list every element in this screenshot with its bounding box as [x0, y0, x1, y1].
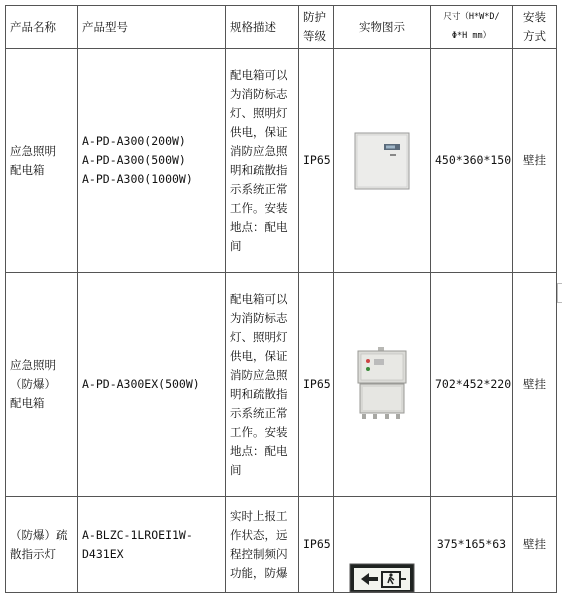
product-name-line: 配电箱 [10, 396, 45, 410]
desc-line: 工作。安装 [230, 424, 288, 439]
product-name-line: 散指示灯 [10, 546, 56, 561]
product-photo-cell [334, 49, 431, 273]
header-size [431, 6, 513, 49]
header-install [513, 6, 557, 49]
product-name-cell [6, 273, 78, 497]
desc-line: 示系统正常 [230, 181, 288, 196]
header-protection [299, 6, 334, 49]
install-cell: 壁挂 [513, 49, 557, 273]
size-cell: 702*452*220 [431, 273, 513, 497]
desc-line: 消防应急照 [230, 143, 288, 158]
desc-line: 明和疏散指 [230, 162, 288, 177]
page-edge-marker [557, 283, 562, 303]
header-photo: 实物图示 [334, 6, 431, 49]
model-line: A-BLZC-1LROEI1W-D431EX [82, 527, 193, 561]
desc-line: 供电，保证 [230, 124, 288, 139]
header-name: 产品名称 [6, 6, 78, 49]
table-row [6, 273, 557, 497]
spec-description-cell [226, 497, 299, 593]
product-photo-cell [334, 497, 431, 593]
table-row [6, 49, 557, 273]
protection-cell: IP65 [299, 273, 334, 497]
product-name-line: 应急照明 [10, 143, 56, 158]
desc-line: 地点：配电 [230, 443, 288, 458]
model-line: A-PD-A300(500W) [82, 153, 186, 167]
desc-line: 地点：配电 [230, 219, 288, 234]
desc-line: 灯、照明灯 [230, 329, 288, 344]
desc-line: 为消防标志 [230, 310, 288, 325]
desc-line: 供电，保证 [230, 348, 288, 363]
desc-line: 配电箱可以 [230, 291, 288, 306]
spec-description-cell [226, 49, 299, 273]
desc-line: 示系统正常 [230, 405, 288, 420]
header-row [6, 6, 557, 49]
product-name-line: 配电箱 [10, 162, 45, 177]
desc-line: 作状态，远 [230, 527, 288, 542]
exit-sign-icon [349, 562, 415, 592]
product-model-cell [78, 273, 226, 497]
product-spec-table [5, 5, 557, 593]
desc-line: 配电箱可以 [230, 67, 288, 82]
product-name-line: （防爆）疏 [10, 527, 68, 542]
desc-line: 程控制频闪 [230, 546, 288, 561]
desc-line: 间 [230, 462, 242, 477]
model-line: A-PD-A300(1000W) [82, 172, 193, 186]
header-install-l2: 方式 [523, 29, 546, 43]
product-model-cell [78, 497, 226, 593]
distribution-box-icon [354, 132, 410, 190]
desc-line: 消防应急照 [230, 367, 288, 382]
size-cell: 450*360*150 [431, 49, 513, 273]
desc-line: 灯、照明灯 [230, 105, 288, 120]
model-line: A-PD-A300EX(500W) [82, 377, 200, 391]
protection-cell: IP65 [299, 49, 334, 273]
product-name-cell [6, 49, 78, 273]
spec-description-cell [226, 273, 299, 497]
header-spec: 规格描述 [226, 6, 299, 49]
install-cell: 壁挂 [513, 497, 557, 593]
model-line: A-PD-A300(200W) [82, 134, 186, 148]
protection-cell: IP65 [299, 497, 334, 593]
desc-line: 实时上报工 [230, 508, 288, 523]
header-protection-l2: 等级 [303, 29, 326, 43]
table-row [6, 497, 557, 593]
product-name-line: 应急照明 [10, 358, 56, 372]
product-name-line: （防爆） [10, 377, 56, 391]
product-name-cell [6, 497, 78, 593]
desc-line: 明和疏散指 [230, 386, 288, 401]
explosion-proof-box-icon [356, 347, 408, 423]
desc-line: 功能，防爆 [230, 565, 288, 580]
product-model-cell [78, 49, 226, 273]
header-size-l1: 尺寸（H*W*D/ [443, 12, 500, 22]
install-cell: 壁挂 [513, 273, 557, 497]
desc-line: 间 [230, 238, 242, 253]
size-cell: 375*165*63 [431, 497, 513, 593]
header-size-l2: Φ*H mm） [451, 31, 492, 41]
desc-line: 工作。安装 [230, 200, 288, 215]
product-photo-cell [334, 273, 431, 497]
header-install-l1: 安装 [523, 10, 546, 24]
header-protection-l1: 防护 [303, 10, 326, 24]
header-model: 产品型号 [78, 6, 226, 49]
desc-line: 为消防标志 [230, 86, 288, 101]
